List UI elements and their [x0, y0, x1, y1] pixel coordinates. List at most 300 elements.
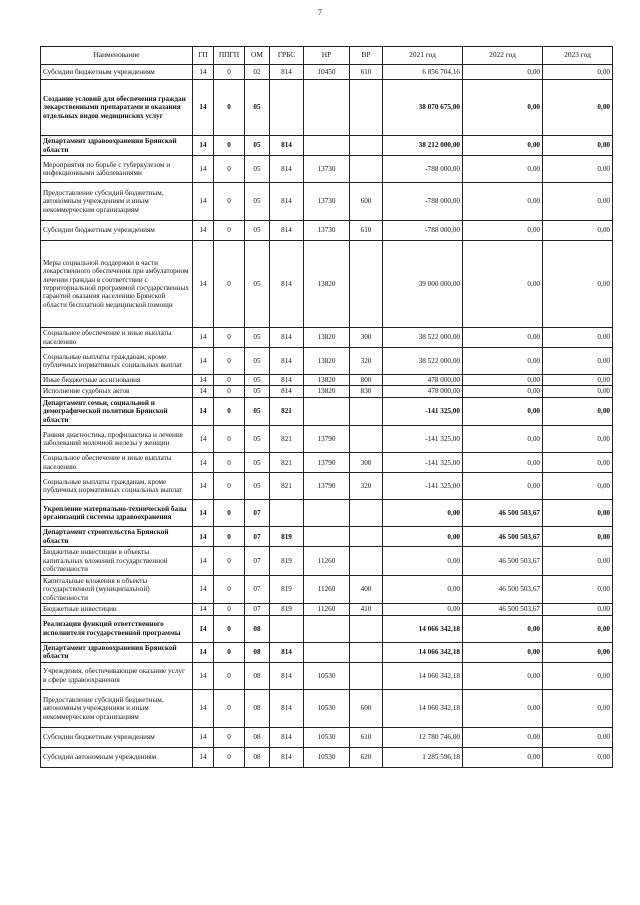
- row-gp-cell: 14: [193, 473, 214, 500]
- row-grbs-cell: 814: [270, 727, 304, 747]
- row-2022-cell: 0,00: [463, 136, 543, 156]
- table-body: [41, 65, 613, 768]
- row-grbs-cell: 819: [270, 527, 304, 547]
- row-vr-cell: 610: [350, 727, 383, 747]
- row-2022-cell: 0,00: [463, 183, 543, 221]
- row-gp-cell: 14: [193, 615, 214, 642]
- row-gp-cell: 14: [193, 747, 214, 767]
- row-name-cell: Бюджетные инвестиции в объекты капитальных вложений государственной собственности: [41, 547, 193, 575]
- row-2022-cell: 46 500 503,67: [463, 527, 543, 547]
- row-ppgp-cell: 0: [214, 615, 245, 642]
- row-nr-cell: [304, 80, 350, 136]
- row-vr-cell: [350, 527, 383, 547]
- row-vr-cell: [350, 615, 383, 642]
- row-grbs-cell: [270, 80, 304, 136]
- row-2023-cell: 0,00: [543, 65, 613, 80]
- row-name-cell: Реализация функций ответственного исполнителя государственной программы: [41, 615, 193, 642]
- row-2021-cell: 0,00: [383, 527, 463, 547]
- row-ppgp-cell: 0: [214, 156, 245, 183]
- row-vr-cell: [350, 426, 383, 453]
- row-ppgp-cell: 0: [214, 453, 245, 473]
- row-2021-cell: 0,00: [383, 500, 463, 527]
- row-ppgp-cell: 0: [214, 604, 245, 615]
- row-2021-cell: 14 066 342,18: [383, 662, 463, 689]
- table-row: [41, 426, 613, 453]
- row-name-cell: Департамент здравоохранения Брянской области: [41, 136, 193, 156]
- row-grbs-cell: 821: [270, 397, 304, 425]
- row-grbs-cell: 814: [270, 348, 304, 375]
- row-gp-cell: 14: [193, 386, 214, 397]
- row-2021-cell: 14 066 342,18: [383, 689, 463, 727]
- row-2022-cell: 0,00: [463, 662, 543, 689]
- row-ppgp-cell: 0: [214, 65, 245, 80]
- row-vr-cell: 610: [350, 65, 383, 80]
- budget-table: [40, 46, 613, 768]
- row-name-cell: Субсидии автономным учреждениям: [41, 747, 193, 767]
- row-2021-cell: 478 000,00: [383, 386, 463, 397]
- table-header-row: [41, 47, 613, 65]
- table-row: [41, 727, 613, 747]
- row-2023-cell: 0,00: [543, 453, 613, 473]
- row-vr-cell: [350, 241, 383, 328]
- row-name-cell: Департамент семьи, социальной и демографической политики Брянской области: [41, 397, 193, 425]
- row-2022-cell: 0,00: [463, 397, 543, 425]
- row-gp-cell: 14: [193, 689, 214, 727]
- row-2022-cell: 0,00: [463, 65, 543, 80]
- row-vr-cell: [350, 547, 383, 575]
- row-name-cell: Ранняя диагностика, профилактика и лечение заболеваний молочной железы у женщин: [41, 426, 193, 453]
- row-om-cell: 05: [245, 426, 270, 453]
- row-name-cell: Департамент строительства Брянской области: [41, 527, 193, 547]
- row-grbs-cell: [270, 500, 304, 527]
- row-2021-cell: 478 000,00: [383, 375, 463, 386]
- row-nr-cell: [304, 500, 350, 527]
- row-nr-cell: [304, 397, 350, 425]
- row-2022-cell: 0,00: [463, 642, 543, 662]
- row-grbs-cell: 821: [270, 453, 304, 473]
- row-2023-cell: 0,00: [543, 689, 613, 727]
- row-om-cell: 05: [245, 328, 270, 348]
- row-om-cell: 05: [245, 241, 270, 328]
- row-name-cell: Предоставление субсидий бюджетным, автономным учреждениям и иным некоммерческим организациям: [41, 183, 193, 221]
- table-row: [41, 500, 613, 527]
- row-ppgp-cell: 0: [214, 575, 245, 603]
- row-grbs-cell: 814: [270, 65, 304, 80]
- row-name-cell: Социальное обеспечение и иные выплаты населению: [41, 328, 193, 348]
- row-ppgp-cell: 0: [214, 375, 245, 386]
- row-om-cell: 05: [245, 375, 270, 386]
- row-gp-cell: 14: [193, 65, 214, 80]
- row-name-cell: Мероприятия по борьбе с туберкулезом и инфекционными заболеваниями: [41, 156, 193, 183]
- row-nr-cell: 11260: [304, 575, 350, 603]
- row-grbs-cell: 814: [270, 747, 304, 767]
- row-2022-cell: 0,00: [463, 473, 543, 500]
- col-header-nr: НР: [304, 47, 350, 65]
- row-2022-cell: 0,00: [463, 221, 543, 241]
- row-vr-cell: 320: [350, 473, 383, 500]
- row-vr-cell: [350, 136, 383, 156]
- col-header-name: Наименование: [41, 47, 193, 65]
- row-2023-cell: 0,00: [543, 604, 613, 615]
- row-gp-cell: 14: [193, 662, 214, 689]
- row-nr-cell: 11260: [304, 604, 350, 615]
- row-name-cell: Субсидии бюджетным учреждениям: [41, 727, 193, 747]
- row-2022-cell: 0,00: [463, 156, 543, 183]
- row-2021-cell: 0,00: [383, 604, 463, 615]
- col-header-2022: 2022 год: [463, 47, 543, 65]
- row-2021-cell: 38 070 675,00: [383, 80, 463, 136]
- row-2022-cell: 0,00: [463, 375, 543, 386]
- row-name-cell: Меры социальной поддержки в части лекарственного обеспечения при амбулаторном лечении граждан в соответствии с территориальной программой государственных гарантий оказания населению Брянской области бесплатной медицинской помощи: [41, 241, 193, 328]
- row-vr-cell: 600: [350, 183, 383, 221]
- row-2023-cell: 0,00: [543, 547, 613, 575]
- table-row: [41, 747, 613, 767]
- table-row: [41, 473, 613, 500]
- row-om-cell: 07: [245, 527, 270, 547]
- row-name-cell: Капитальные вложения в объекты государственной (муниципальной) собственности: [41, 575, 193, 603]
- table-row: [41, 575, 613, 603]
- row-grbs-cell: 814: [270, 328, 304, 348]
- row-2022-cell: 0,00: [463, 747, 543, 767]
- table-row: [41, 65, 613, 80]
- row-vr-cell: [350, 80, 383, 136]
- row-2023-cell: 0,00: [543, 221, 613, 241]
- row-name-cell: Социальные выплаты гражданам, кроме публичных нормативных социальных выплат: [41, 473, 193, 500]
- row-om-cell: 05: [245, 397, 270, 425]
- row-om-cell: 08: [245, 689, 270, 727]
- row-nr-cell: 10530: [304, 747, 350, 767]
- row-2022-cell: 0,00: [463, 328, 543, 348]
- row-om-cell: 07: [245, 604, 270, 615]
- row-nr-cell: [304, 642, 350, 662]
- row-2023-cell: 0,00: [543, 375, 613, 386]
- row-gp-cell: 14: [193, 642, 214, 662]
- row-2023-cell: 0,00: [543, 136, 613, 156]
- table-row: [41, 328, 613, 348]
- row-nr-cell: 13730: [304, 156, 350, 183]
- row-grbs-cell: 814: [270, 662, 304, 689]
- row-2023-cell: 0,00: [543, 527, 613, 547]
- row-grbs-cell: 814: [270, 642, 304, 662]
- row-2021-cell: 38 522 000,00: [383, 348, 463, 375]
- row-ppgp-cell: 0: [214, 183, 245, 221]
- row-2022-cell: 46 500 503,67: [463, 575, 543, 603]
- row-vr-cell: [350, 156, 383, 183]
- table-row: [41, 397, 613, 425]
- row-gp-cell: 14: [193, 221, 214, 241]
- row-gp-cell: 14: [193, 727, 214, 747]
- col-header-2023: 2023 год: [543, 47, 613, 65]
- row-om-cell: 02: [245, 65, 270, 80]
- table-row: [41, 221, 613, 241]
- row-2023-cell: 0,00: [543, 80, 613, 136]
- table-row: [41, 547, 613, 575]
- col-header-gp: ГП: [193, 47, 214, 65]
- row-2023-cell: 0,00: [543, 241, 613, 328]
- row-2021-cell: 1 285 596,18: [383, 747, 463, 767]
- row-grbs-cell: 821: [270, 473, 304, 500]
- row-2022-cell: 0,00: [463, 615, 543, 642]
- row-gp-cell: 14: [193, 575, 214, 603]
- row-2023-cell: 0,00: [543, 397, 613, 425]
- row-vr-cell: 410: [350, 604, 383, 615]
- row-2021-cell: 6 856 704,16: [383, 65, 463, 80]
- row-vr-cell: 400: [350, 575, 383, 603]
- row-vr-cell: [350, 662, 383, 689]
- row-gp-cell: 14: [193, 348, 214, 375]
- row-2022-cell: 0,00: [463, 426, 543, 453]
- row-gp-cell: 14: [193, 80, 214, 136]
- row-2021-cell: 38 212 000,00: [383, 136, 463, 156]
- row-name-cell: Социальное обеспечение и иные выплаты населению: [41, 453, 193, 473]
- row-grbs-cell: 814: [270, 221, 304, 241]
- row-nr-cell: [304, 615, 350, 642]
- row-2022-cell: 0,00: [463, 727, 543, 747]
- row-nr-cell: 10530: [304, 689, 350, 727]
- table-row: [41, 386, 613, 397]
- row-ppgp-cell: 0: [214, 348, 245, 375]
- row-nr-cell: 13820: [304, 348, 350, 375]
- row-ppgp-cell: 0: [214, 221, 245, 241]
- row-name-cell: Департамент здравоохранения Брянской области: [41, 642, 193, 662]
- row-2022-cell: 0,00: [463, 386, 543, 397]
- row-2021-cell: -141 325,00: [383, 453, 463, 473]
- row-nr-cell: 13820: [304, 375, 350, 386]
- row-om-cell: 05: [245, 221, 270, 241]
- row-2023-cell: 0,00: [543, 747, 613, 767]
- row-name-cell: Исполнение судебных актов: [41, 386, 193, 397]
- row-nr-cell: 10530: [304, 662, 350, 689]
- row-om-cell: 07: [245, 500, 270, 527]
- row-om-cell: 08: [245, 642, 270, 662]
- row-grbs-cell: 819: [270, 604, 304, 615]
- row-2023-cell: 0,00: [543, 500, 613, 527]
- row-ppgp-cell: 0: [214, 426, 245, 453]
- row-ppgp-cell: 0: [214, 662, 245, 689]
- row-name-cell: Создание условий для обеспечения граждан лекарственными препаратами и оказания отдельных видов медицинских услуг: [41, 80, 193, 136]
- row-om-cell: 05: [245, 80, 270, 136]
- row-name-cell: Субсидии бюджетным учреждениям: [41, 65, 193, 80]
- row-grbs-cell: 814: [270, 156, 304, 183]
- row-nr-cell: 13730: [304, 221, 350, 241]
- row-vr-cell: 600: [350, 689, 383, 727]
- row-ppgp-cell: 0: [214, 527, 245, 547]
- row-ppgp-cell: 0: [214, 727, 245, 747]
- row-nr-cell: 13820: [304, 328, 350, 348]
- row-ppgp-cell: 0: [214, 642, 245, 662]
- col-header-om: ОМ: [245, 47, 270, 65]
- row-ppgp-cell: 0: [214, 747, 245, 767]
- row-2022-cell: 46 500 503,67: [463, 604, 543, 615]
- row-2023-cell: 0,00: [543, 473, 613, 500]
- row-2021-cell: -788 000,00: [383, 221, 463, 241]
- table-row: [41, 375, 613, 386]
- row-om-cell: 07: [245, 547, 270, 575]
- col-header-grbs: ГРБС: [270, 47, 304, 65]
- row-grbs-cell: 821: [270, 426, 304, 453]
- row-2021-cell: 39 000 000,00: [383, 241, 463, 328]
- table-row: [41, 156, 613, 183]
- row-nr-cell: 13820: [304, 241, 350, 328]
- row-nr-cell: 10450: [304, 65, 350, 80]
- table-row: [41, 183, 613, 221]
- row-nr-cell: 13790: [304, 453, 350, 473]
- row-nr-cell: 13790: [304, 473, 350, 500]
- row-vr-cell: 610: [350, 221, 383, 241]
- row-2021-cell: -141 325,00: [383, 473, 463, 500]
- row-ppgp-cell: 0: [214, 241, 245, 328]
- table-row: [41, 136, 613, 156]
- row-2021-cell: 0,00: [383, 547, 463, 575]
- row-ppgp-cell: 0: [214, 689, 245, 727]
- row-name-cell: Предоставление субсидий бюджетным, автономным учреждениям и иным некоммерческим организациям: [41, 689, 193, 727]
- row-vr-cell: 830: [350, 386, 383, 397]
- row-grbs-cell: 814: [270, 241, 304, 328]
- table-row: [41, 348, 613, 375]
- table-row: [41, 453, 613, 473]
- row-2021-cell: 12 780 746,00: [383, 727, 463, 747]
- row-om-cell: 08: [245, 727, 270, 747]
- row-gp-cell: 14: [193, 453, 214, 473]
- row-grbs-cell: 814: [270, 136, 304, 156]
- row-nr-cell: 13790: [304, 426, 350, 453]
- table-row: [41, 80, 613, 136]
- row-2022-cell: 46 500 503,67: [463, 547, 543, 575]
- row-vr-cell: 620: [350, 747, 383, 767]
- table-row: [41, 527, 613, 547]
- row-gp-cell: 14: [193, 426, 214, 453]
- row-om-cell: 05: [245, 183, 270, 221]
- row-2023-cell: 0,00: [543, 386, 613, 397]
- row-2023-cell: 0,00: [543, 662, 613, 689]
- row-om-cell: 05: [245, 386, 270, 397]
- page-number: 7: [318, 8, 322, 17]
- row-ppgp-cell: 0: [214, 80, 245, 136]
- col-header-vr: ВР: [350, 47, 383, 65]
- row-vr-cell: [350, 500, 383, 527]
- row-2023-cell: 0,00: [543, 642, 613, 662]
- table-row: [41, 642, 613, 662]
- row-2021-cell: 14 066 342,18: [383, 642, 463, 662]
- row-2021-cell: -788 000,00: [383, 156, 463, 183]
- table-row: [41, 615, 613, 642]
- row-2023-cell: 0,00: [543, 426, 613, 453]
- row-gp-cell: 14: [193, 136, 214, 156]
- row-2023-cell: 0,00: [543, 183, 613, 221]
- row-gp-cell: 14: [193, 527, 214, 547]
- row-gp-cell: 14: [193, 547, 214, 575]
- row-2022-cell: 0,00: [463, 241, 543, 328]
- row-2022-cell: 46 500 503,67: [463, 500, 543, 527]
- row-gp-cell: 14: [193, 156, 214, 183]
- row-name-cell: Укрепление материально-технической базы организаций системы здравоохранения: [41, 500, 193, 527]
- row-om-cell: 05: [245, 473, 270, 500]
- row-ppgp-cell: 0: [214, 500, 245, 527]
- row-name-cell: Социальные выплаты гражданам, кроме публичных нормативных социальных выплат: [41, 348, 193, 375]
- row-2022-cell: 0,00: [463, 453, 543, 473]
- row-2021-cell: -141 325,00: [383, 397, 463, 425]
- row-grbs-cell: [270, 615, 304, 642]
- row-ppgp-cell: 0: [214, 397, 245, 425]
- row-name-cell: Учреждения, обеспечивающие оказание услуг в сфере здравоохранения: [41, 662, 193, 689]
- row-2021-cell: -788 000,00: [383, 183, 463, 221]
- row-name-cell: Иные бюджетные ассигнования: [41, 375, 193, 386]
- row-ppgp-cell: 0: [214, 328, 245, 348]
- row-ppgp-cell: 0: [214, 473, 245, 500]
- row-2023-cell: 0,00: [543, 328, 613, 348]
- row-gp-cell: 14: [193, 375, 214, 386]
- row-grbs-cell: 814: [270, 386, 304, 397]
- row-vr-cell: 320: [350, 348, 383, 375]
- row-2022-cell: 0,00: [463, 689, 543, 727]
- row-gp-cell: 14: [193, 183, 214, 221]
- row-nr-cell: 13730: [304, 183, 350, 221]
- row-ppgp-cell: 0: [214, 547, 245, 575]
- row-grbs-cell: 819: [270, 547, 304, 575]
- row-name-cell: Бюджетные инвестиции: [41, 604, 193, 615]
- row-2023-cell: 0,00: [543, 727, 613, 747]
- row-gp-cell: 14: [193, 500, 214, 527]
- row-om-cell: 08: [245, 747, 270, 767]
- row-gp-cell: 14: [193, 328, 214, 348]
- row-ppgp-cell: 0: [214, 386, 245, 397]
- row-om-cell: 08: [245, 662, 270, 689]
- row-grbs-cell: 814: [270, 689, 304, 727]
- row-vr-cell: [350, 397, 383, 425]
- row-vr-cell: 800: [350, 375, 383, 386]
- row-grbs-cell: 814: [270, 375, 304, 386]
- row-vr-cell: 300: [350, 328, 383, 348]
- row-om-cell: 05: [245, 348, 270, 375]
- row-om-cell: 05: [245, 453, 270, 473]
- row-2023-cell: 0,00: [543, 615, 613, 642]
- row-gp-cell: 14: [193, 241, 214, 328]
- row-om-cell: 07: [245, 575, 270, 603]
- row-gp-cell: 14: [193, 604, 214, 615]
- row-grbs-cell: 814: [270, 183, 304, 221]
- col-header-2021: 2021 год: [383, 47, 463, 65]
- row-2023-cell: 0,00: [543, 575, 613, 603]
- row-2022-cell: 0,00: [463, 348, 543, 375]
- row-nr-cell: 11260: [304, 547, 350, 575]
- table-row: [41, 604, 613, 615]
- row-2021-cell: 0,00: [383, 575, 463, 603]
- row-om-cell: 05: [245, 156, 270, 183]
- row-gp-cell: 14: [193, 397, 214, 425]
- row-2023-cell: 0,00: [543, 348, 613, 375]
- row-nr-cell: [304, 136, 350, 156]
- row-vr-cell: 300: [350, 453, 383, 473]
- row-2021-cell: 14 066 342,18: [383, 615, 463, 642]
- row-grbs-cell: 819: [270, 575, 304, 603]
- row-name-cell: Субсидии бюджетным учреждениям: [41, 221, 193, 241]
- row-2023-cell: 0,00: [543, 156, 613, 183]
- row-om-cell: 08: [245, 615, 270, 642]
- row-nr-cell: 10530: [304, 727, 350, 747]
- table-row: [41, 662, 613, 689]
- row-2021-cell: -141 325,00: [383, 426, 463, 453]
- row-ppgp-cell: 0: [214, 136, 245, 156]
- table-row: [41, 241, 613, 328]
- row-2021-cell: 38 522 000,00: [383, 328, 463, 348]
- row-nr-cell: 13820: [304, 386, 350, 397]
- col-header-ppgp: ППГП: [214, 47, 245, 65]
- row-vr-cell: [350, 642, 383, 662]
- row-nr-cell: [304, 527, 350, 547]
- row-2022-cell: 0,00: [463, 80, 543, 136]
- row-om-cell: 05: [245, 136, 270, 156]
- table-row: [41, 689, 613, 727]
